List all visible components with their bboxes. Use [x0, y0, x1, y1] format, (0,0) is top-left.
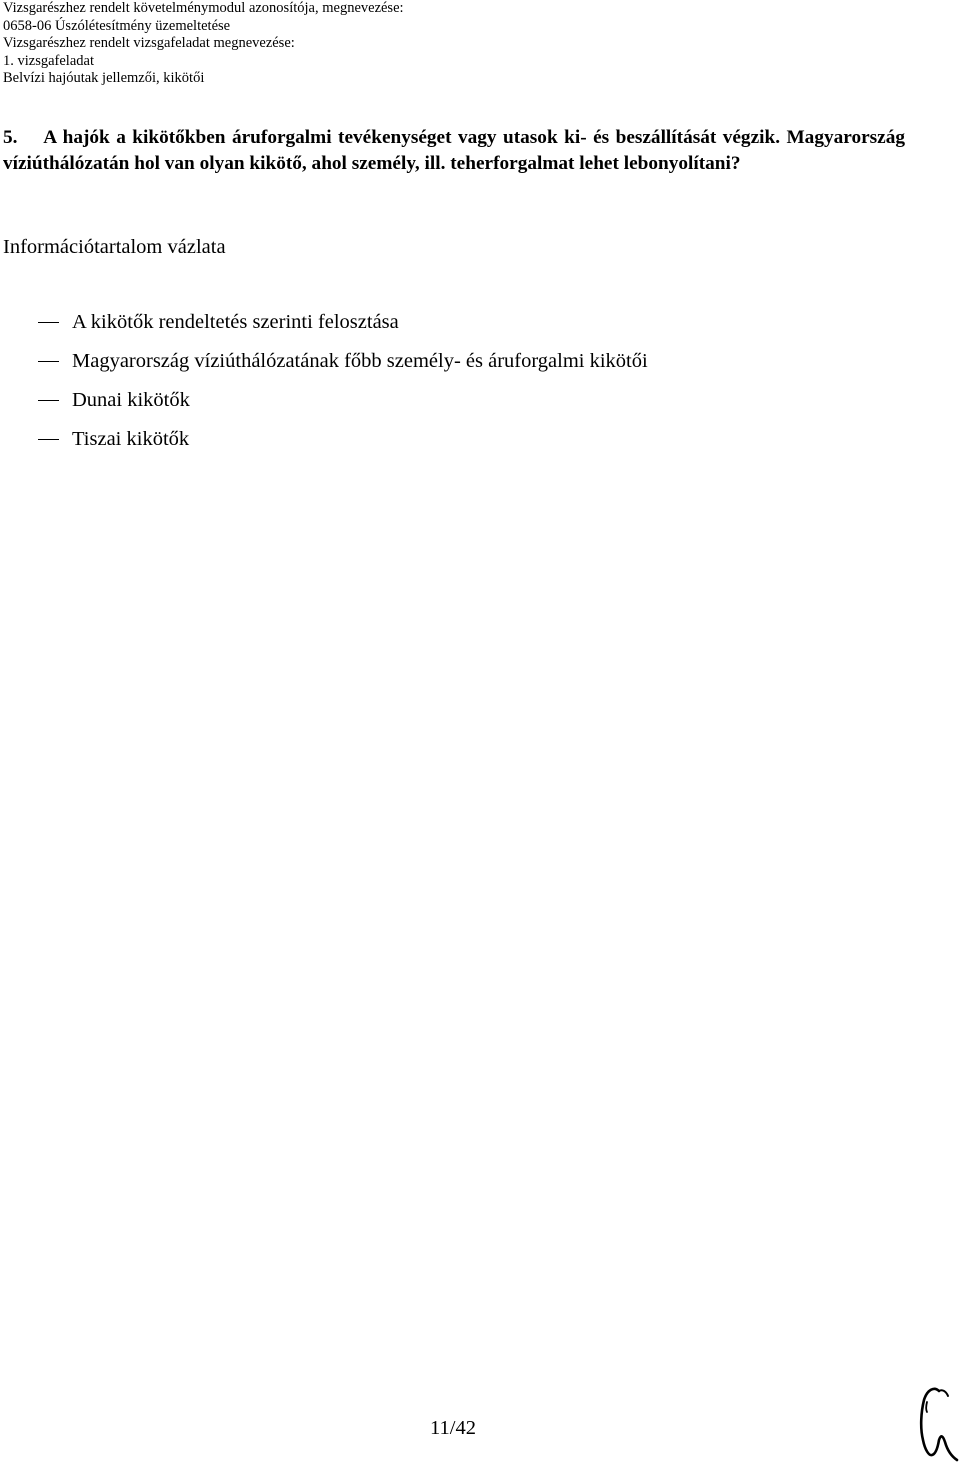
- dash-bullet-icon: [38, 322, 59, 323]
- document-header: [3, 0, 953, 88]
- header-module-label: Vizsgarészhez rendelt követelménymodul azonosítója, megnevezése:: [3, 0, 404, 16]
- header-task-number: 1. vizsgafeladat: [3, 52, 94, 69]
- outline-item-text: Tiszai kikötők: [72, 428, 190, 450]
- dash-bullet-icon: [38, 400, 59, 401]
- dash-bullet-icon: [38, 361, 59, 362]
- header-module-name: 0658-06 Úszólétesítmény üzemeltetése: [3, 17, 231, 34]
- outline-item-text: Magyarország víziúthálózatának főbb személy- és áruforgalmi kikötői: [72, 350, 648, 372]
- outline-item-text: Dunai kikötők: [72, 389, 190, 411]
- dash-bullet-icon: [38, 439, 59, 440]
- handwritten-signature-icon: [915, 1382, 960, 1463]
- header-task-label: Vizsgarészhez rendelt vizsgafeladat megnevezése:: [3, 35, 295, 52]
- outline-item-text: A kikötők rendeltetés szerinti felosztása: [72, 311, 399, 333]
- header-task-topic: Belvízi hajóutak jellemzői, kikötői: [3, 70, 205, 87]
- outline-title: Információtartalom vázlata: [3, 236, 226, 258]
- page-number: 11/42: [430, 1417, 476, 1439]
- question-text: 5. A hajók a kikötőkben áruforgalmi tevékenységet vagy utasok ki- és beszállítását végzik. Magyarország víziúthálózatán hol van olyan kikötő, ahol személy, ill. teherforgalmat lehet lebonyolítani?: [3, 127, 905, 174]
